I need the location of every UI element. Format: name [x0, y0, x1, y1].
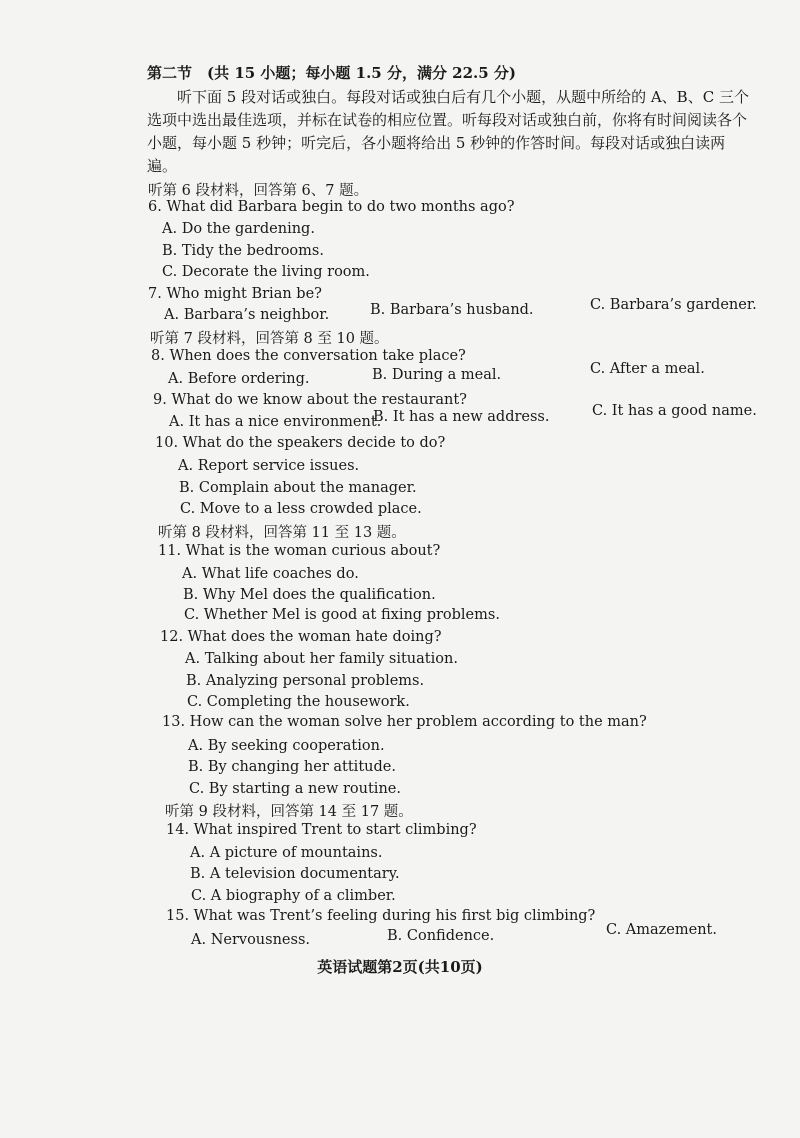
option: C. By starting a new routine.: [189, 781, 401, 797]
option: B. Complain about the manager.: [179, 480, 417, 496]
option: A. By seeking cooperation.: [188, 738, 385, 754]
option: B. Barbara’s husband.: [370, 302, 534, 318]
option: A. Do the gardening.: [162, 221, 315, 237]
option: C. Decorate the living room.: [162, 264, 370, 280]
option: B. A television documentary.: [190, 866, 400, 882]
group-intro: 听第 9 段材料，回答第 14 至 17 题。: [165, 804, 413, 820]
option: A. Barbara’s neighbor.: [164, 307, 330, 323]
option: B. Analyzing personal problems.: [186, 673, 425, 689]
question-stem: 15. What was Trent’s feeling during his first big climbing?: [166, 908, 596, 924]
section-header: 第二节 (共 15 小题；每小题 1.5 分，满分 22.5 分): [147, 64, 517, 82]
option: A. Before ordering.: [168, 371, 310, 387]
option: A. A picture of mountains.: [190, 845, 383, 861]
option: C. It has a good name.: [592, 403, 757, 419]
option: C. A biography of a climber.: [191, 888, 396, 904]
question-stem: 6. What did Barbara begin to do two months ago?: [148, 199, 515, 215]
question-stem: 7. Who might Brian be?: [148, 286, 322, 302]
option: C. Amazement.: [606, 922, 717, 938]
option: C. Barbara’s gardener.: [590, 297, 757, 313]
option: C. Whether Mel is good at fixing problems.: [184, 607, 500, 623]
option: B. It has a new address.: [373, 409, 550, 425]
option: B. Confidence.: [387, 928, 495, 944]
option: B. Tidy the bedrooms.: [162, 243, 324, 259]
group-intro: 听第 8 段材料，回答第 11 至 13 题。: [158, 525, 406, 541]
question-stem: 14. What inspired Trent to start climbing?: [166, 822, 477, 838]
option: C. After a meal.: [590, 361, 705, 377]
option: B. During a meal.: [372, 367, 502, 383]
question-stem: 13. How can the woman solve her problem according to the man?: [162, 714, 647, 730]
option: A. What life coaches do.: [182, 566, 359, 582]
section-instructions: 听下面 5 段对话或独白。每段对话或独白后有几个小题，从题中所给的 A、B、C 三个选项中选出最佳选项，并标在试卷的相应位置。听每段对话或独白前，你将有时间阅读各个小题，每小题 5 秒钟；听完后，各小题将给出 5 秒钟的作答时间。每段对话或独白读两遍。: [147, 88, 749, 175]
page-footer: 英语试题第2页(共10页): [317, 958, 483, 976]
question-stem: 9. What do we know about the restaurant?: [153, 392, 467, 408]
question-stem: 8. When does the conversation take place?: [151, 348, 466, 364]
option: C. Completing the housework.: [187, 694, 410, 710]
option: A. Talking about her family situation.: [185, 651, 458, 667]
group-intro: 听第 7 段材料，回答第 8 至 10 题。: [150, 331, 389, 347]
option: A. Report service issues.: [178, 458, 360, 474]
question-stem: 11. What is the woman curious about?: [158, 543, 441, 559]
option: B. By changing her attitude.: [188, 759, 396, 775]
question-stem: 12. What does the woman hate doing?: [160, 629, 442, 645]
option: B. Why Mel does the qualification.: [183, 587, 436, 603]
option: A. It has a nice environment.: [169, 414, 382, 430]
option: C. Move to a less crowded place.: [180, 501, 422, 517]
group-intro: 听第 6 段材料，回答第 6、7 题。: [148, 183, 369, 199]
option: A. Nervousness.: [191, 932, 311, 948]
question-stem: 10. What do the speakers decide to do?: [155, 435, 446, 451]
